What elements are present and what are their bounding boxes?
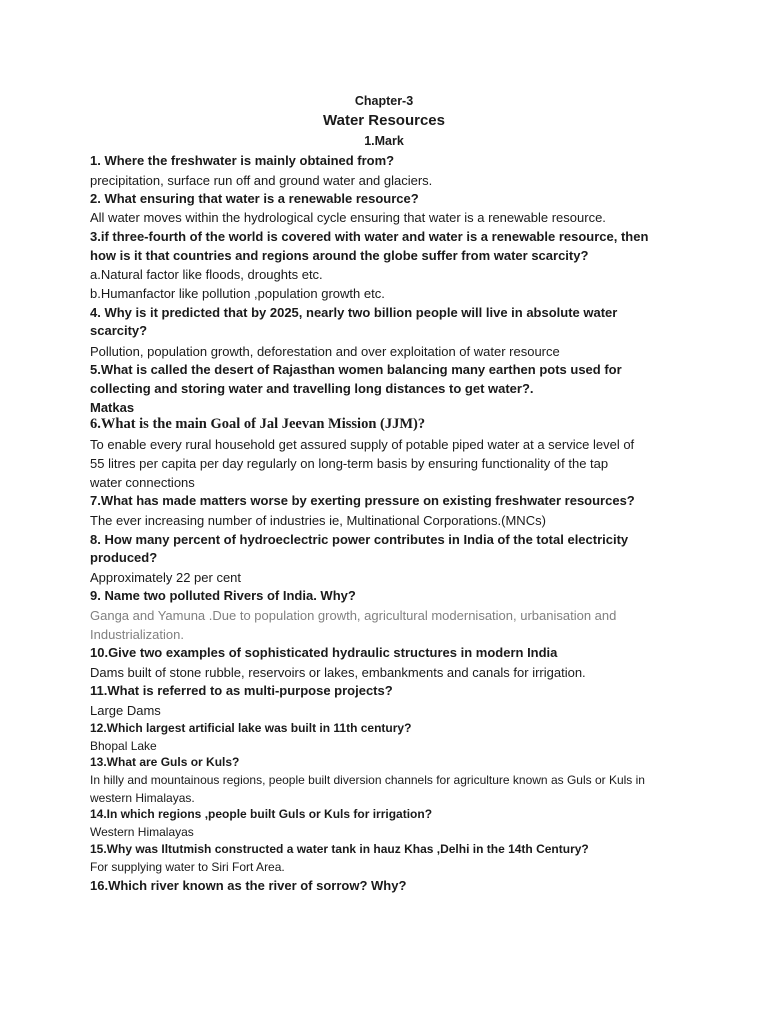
answer-8: Approximately 22 per cent: [90, 570, 242, 585]
answer-3b: b.Humanfactor like pollution ,population growth etc.: [90, 286, 385, 301]
answer-9-line-2: Industrialization.: [90, 627, 184, 642]
question-5-line-1: 5.What is called the desert of Rajasthan women balancing many earthen pots used for: [90, 362, 622, 377]
question-8-line-1: 8. How many percent of hydroeclectric power contributes in India of the total electricity: [90, 532, 629, 547]
answer-2: All water moves within the hydrological cycle ensuring that water is a renewable resource.: [90, 210, 606, 225]
question-11: 11.What is referred to as multi-purpose projects?: [90, 683, 393, 698]
question-16: 16.Which river known as the river of sorrow? Why?: [90, 878, 407, 893]
document-title: Water Resources: [323, 112, 445, 129]
answer-6-line-1: To enable every rural household get assured supply of potable piped water at a service level of: [90, 437, 635, 452]
answer-1: precipitation, surface run off and ground water and glaciers.: [90, 173, 433, 188]
question-5-line-2: collecting and storing water and travelling long distances to get water?.: [90, 381, 534, 396]
answer-6-line-2: 55 litres per capita per day regularly on long-term basis by ensuring functionality of the tap: [90, 456, 609, 471]
question-4-line-1: 4. Why is it predicted that by 2025, nearly two billion people will live in absolute water: [90, 305, 618, 320]
chapter-label: Chapter-3: [354, 94, 414, 108]
answer-13-line-1: In hilly and mountainous regions, people built diversion channels for agriculture known as Guls or Kuls in: [90, 773, 645, 787]
question-14: 14.In which regions ,people built Guls or Kuls for irrigation?: [90, 807, 433, 821]
answer-7: The ever increasing number of industries ie, Multinational Corporations.(MNCs): [90, 513, 546, 528]
question-1: 1. Where the freshwater is mainly obtained from?: [90, 153, 395, 168]
question-7: 7.What has made matters worse by exerting pressure on existing freshwater resources?: [90, 493, 635, 508]
question-4-line-2: scarcity?: [90, 323, 148, 338]
question-15: 15.Why was Iltutmish constructed a water tank in hauz Khas ,Delhi in the 14th Century?: [90, 842, 589, 856]
answer-10: Dams built of stone rubble, reservoirs or lakes, embankments and canals for irrigation.: [90, 665, 586, 680]
question-10: 10.Give two examples of sophisticated hydraulic structures in modern India: [90, 645, 558, 660]
question-9: 9. Name two polluted Rivers of India. Why?: [90, 588, 356, 603]
answer-3a: a.Natural factor like floods, droughts etc.: [90, 267, 323, 282]
answer-5: Matkas: [90, 400, 135, 415]
question-12: 12.Which largest artificial lake was built in 11th century?: [90, 721, 412, 735]
answer-12: Bhopal Lake: [90, 739, 157, 753]
answer-4: Pollution, population growth, deforestation and over exploitation of water resource: [90, 344, 560, 359]
answer-13-line-2: western Himalayas.: [90, 791, 195, 805]
question-3-line-2: how is it that countries and regions around the globe suffer from water scarcity?: [90, 248, 589, 263]
answer-11: Large Dams: [90, 703, 161, 718]
answer-6-line-3: water connections: [90, 475, 195, 490]
question-13: 13.What are Guls or Kuls?: [90, 755, 240, 769]
section-label: 1.Mark: [364, 134, 404, 148]
answer-15: For supplying water to Siri Fort Area.: [90, 860, 285, 874]
question-6: 6.What is the main Goal of Jal Jeevan Mission (JJM)?: [90, 416, 426, 432]
answer-14: Western Himalayas: [90, 825, 194, 839]
question-8-line-2: produced?: [90, 550, 158, 565]
answer-9-line-1: Ganga and Yamuna .Due to population growth, agricultural modernisation, urbanisation and: [90, 608, 617, 623]
question-2: 2. What ensuring that water is a renewable resource?: [90, 191, 419, 206]
question-3-line-1: 3.if three-fourth of the world is covered with water and water is a renewable resource, then: [90, 229, 649, 244]
